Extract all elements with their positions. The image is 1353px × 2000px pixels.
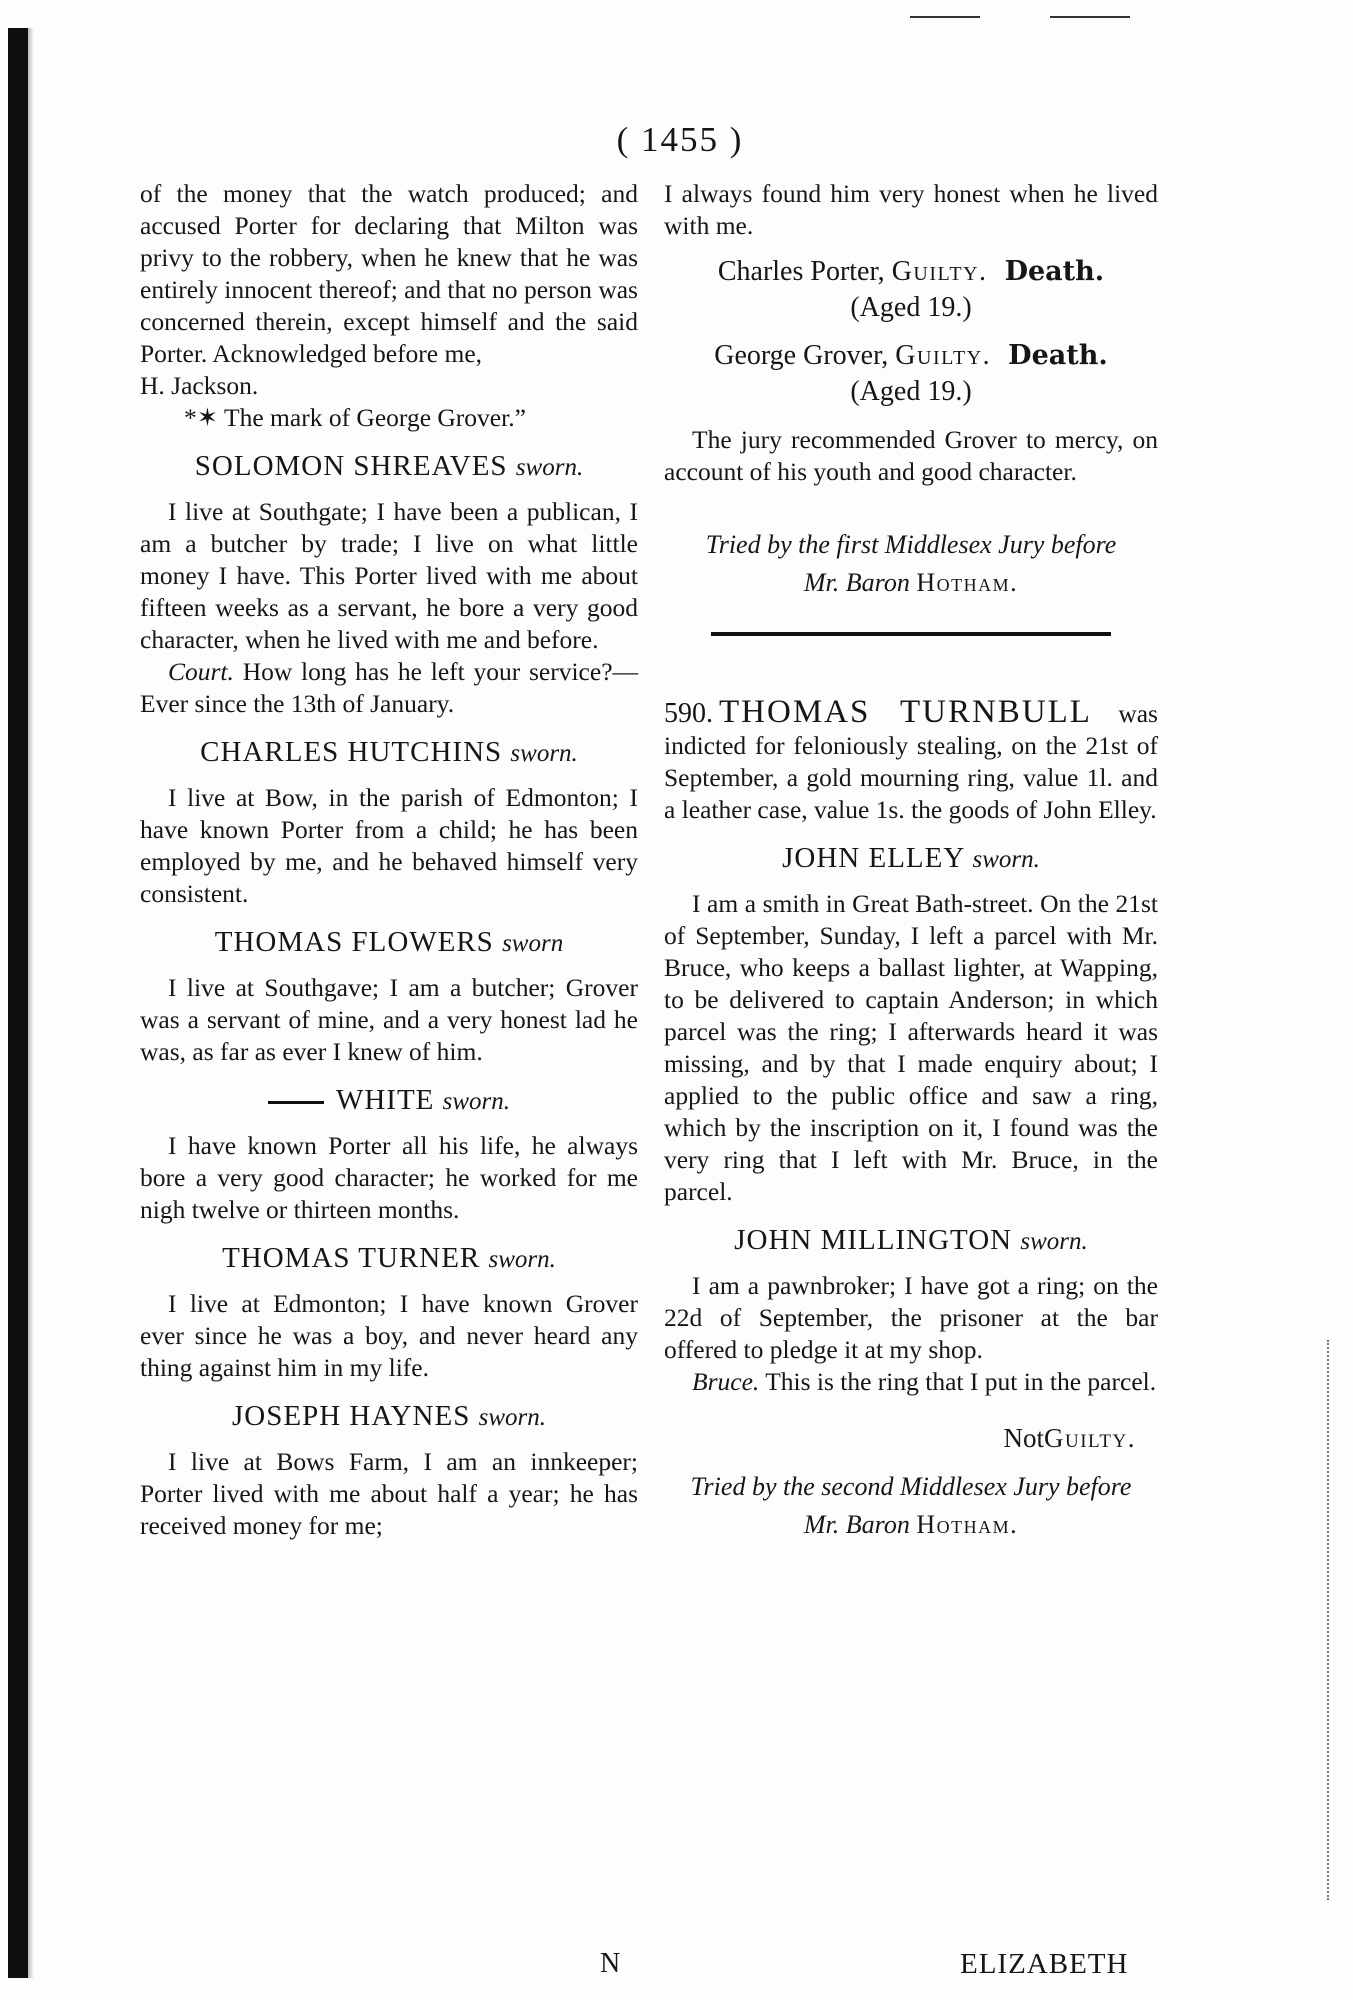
scan-right-edge-marks [1327, 1340, 1335, 1900]
catchword-next-page: ELIZABETH [960, 1948, 1129, 1980]
testimony: I live at Southgate; I have been a publican, I am a butcher by trade; I live on what little money I have. This Porter lived with me about fifteen weeks as a servant, he bore a very good character, when he lived with me and before. [140, 497, 638, 654]
scan-binding-shadow [28, 28, 34, 1978]
page-number: ( 1455 ) [616, 120, 744, 159]
scan-top-marks [890, 8, 1130, 22]
witness-heading [140, 1400, 638, 1434]
witness-name: SOLOMON SHREAVES [194, 450, 508, 482]
case-number: 590. [664, 698, 713, 729]
mark-line: *✶ The mark of George Grover.” [184, 403, 526, 432]
bruce-statement [664, 1366, 1158, 1398]
court-question-text: How long has he left your service?—Ever since the 13th of January. [140, 657, 639, 718]
witness-heading [140, 736, 638, 770]
tried-by-line: Tried by the second Middlesex Jury before [690, 1472, 1132, 1501]
judge-name: Hotham. [916, 1510, 1019, 1539]
verdict-not: Not [1003, 1423, 1044, 1453]
testimony: I live at Edmonton; I have known Grover ever since he was a boy, and never heard any thing against him in my life. [140, 1289, 638, 1382]
bruce-statement-text: This is the ring that I put in the parcel. [765, 1367, 1157, 1396]
witness-name: CHARLES HUTCHINS [200, 736, 503, 768]
right-column [664, 178, 1158, 1544]
testimony: I have known Porter all his life, he always bore a very good character; he worked for me nigh twelve or thirteen months. [140, 1131, 638, 1224]
case-heading [664, 694, 1092, 730]
judge-line [664, 1506, 1158, 1544]
testimony: I am a smith in Great Bath-street. On the 21st of September, Sunday, I left a parcel with Mr. Bruce, who keeps a ballast lighter, at Wapping, to be delivered to captain Anderson; in which parcel was the ring; I afterwards heard it was missing, and by that I made enquiry about; I applied to the public office and saw a ring, which by the inscription on it, I found was the very ring that I left with Mr. Bruce, in the parcel. [664, 889, 1158, 1206]
signoff: H. Jackson. [140, 371, 259, 400]
left-column [140, 178, 638, 1542]
witness-name: JOHN MILLINGTON [734, 1224, 1013, 1256]
sworn-label: sworn. [510, 740, 578, 767]
verdict-line [664, 340, 1158, 372]
indictment-text: was indicted for feloniously stealing, on the 21st of September, a gold mourning ring, value 1l. and a leather case, value 1s. the goods of John Elley. [664, 699, 1158, 824]
tried-by [664, 1468, 1158, 1544]
witness-name: THOMAS FLOWERS [214, 926, 494, 958]
verdict-line [664, 256, 1158, 288]
witness-name: THOMAS TURNER [222, 1242, 481, 1274]
verdict-guilty: Guilty. [895, 340, 992, 371]
confession-text: of the money that the watch produced; and accused Porter for declaring that Milton was privy to the robbery, when he knew that he was entirely innocent thereof; and that no person was concerned therein, except himself and the said Porter. Acknowledged before me, [140, 179, 638, 368]
testimony: I am a pawnbroker; I have got a ring; on the 22d of September, the prisoner at the bar offered to pledge it at my shop. [664, 1271, 1158, 1364]
prisoner-age: (Aged 19.) [850, 292, 972, 323]
prisoner-name: George Grover, [714, 340, 889, 371]
witness-heading [140, 450, 638, 484]
sworn-label: sworn. [1020, 1228, 1088, 1255]
verdict-guilty: Guilty. [891, 256, 988, 287]
tried-by-line: Tried by the first Middlesex Jury before [705, 530, 1117, 559]
witness-name: WHITE [335, 1084, 435, 1116]
defendant-name: THOMAS TURNBULL [719, 694, 1092, 730]
sworn-label: sworn. [488, 1246, 556, 1273]
witness-name: JOSEPH HAYNES [232, 1400, 471, 1432]
witness-name: JOHN ELLEY [782, 842, 965, 874]
testimony: I live at Bow, in the parish of Edmonton; I have known Porter from a child; he has been employed by me, and he behaved himself very consistent. [140, 783, 638, 908]
witness-heading [664, 842, 1158, 876]
sentence-death: Death. [1004, 256, 1105, 287]
testimony: I live at Southgave; I am a butcher; Grover was a servant of mine, and a very honest lad he was, as far as ever I knew of him. [140, 973, 638, 1066]
verdict-not-guilty [664, 1422, 1136, 1454]
blank-name-dash [268, 1101, 324, 1104]
prisoner-name: Charles Porter, [717, 256, 885, 287]
witness-heading [140, 926, 638, 960]
speaker-label: Bruce. [692, 1367, 760, 1396]
scan-binding-edge [8, 28, 28, 1978]
prisoner-age: (Aged 19.) [850, 376, 972, 407]
jury-recommendation: The jury recommended Grover to mercy, on account of his youth and good character. [664, 425, 1158, 486]
testimony: I live at Bows Farm, I am an innkeeper; Porter lived with me about half a year; he has received money for me; [140, 1447, 638, 1540]
sworn-label: sworn. [442, 1088, 511, 1115]
tried-by [664, 526, 1158, 602]
continued-testimony: I always found him very honest when he lived with me. [664, 179, 1158, 240]
judge-title: Mr. Baron [803, 1510, 910, 1539]
case-separator-rule [711, 632, 1111, 636]
sworn-label: sworn. [515, 454, 584, 481]
sentence-death: Death. [1008, 340, 1108, 371]
witness-heading [140, 1242, 638, 1276]
judge-name: Hotham. [916, 568, 1019, 597]
witness-heading [664, 1224, 1158, 1258]
speaker-label: Court. [168, 657, 234, 686]
catchword-signature: N [600, 1948, 621, 1979]
sworn-label: sworn. [478, 1404, 546, 1431]
judge-title: Mr. Baron [803, 568, 910, 597]
verdict-guilty-word: Guilty. [1044, 1423, 1136, 1453]
sworn-label: sworn. [972, 846, 1040, 873]
judge-line [664, 564, 1158, 602]
sworn-label: sworn [502, 930, 564, 957]
case-intro [664, 696, 1158, 826]
court-question [140, 656, 638, 720]
witness-heading [140, 1084, 638, 1118]
